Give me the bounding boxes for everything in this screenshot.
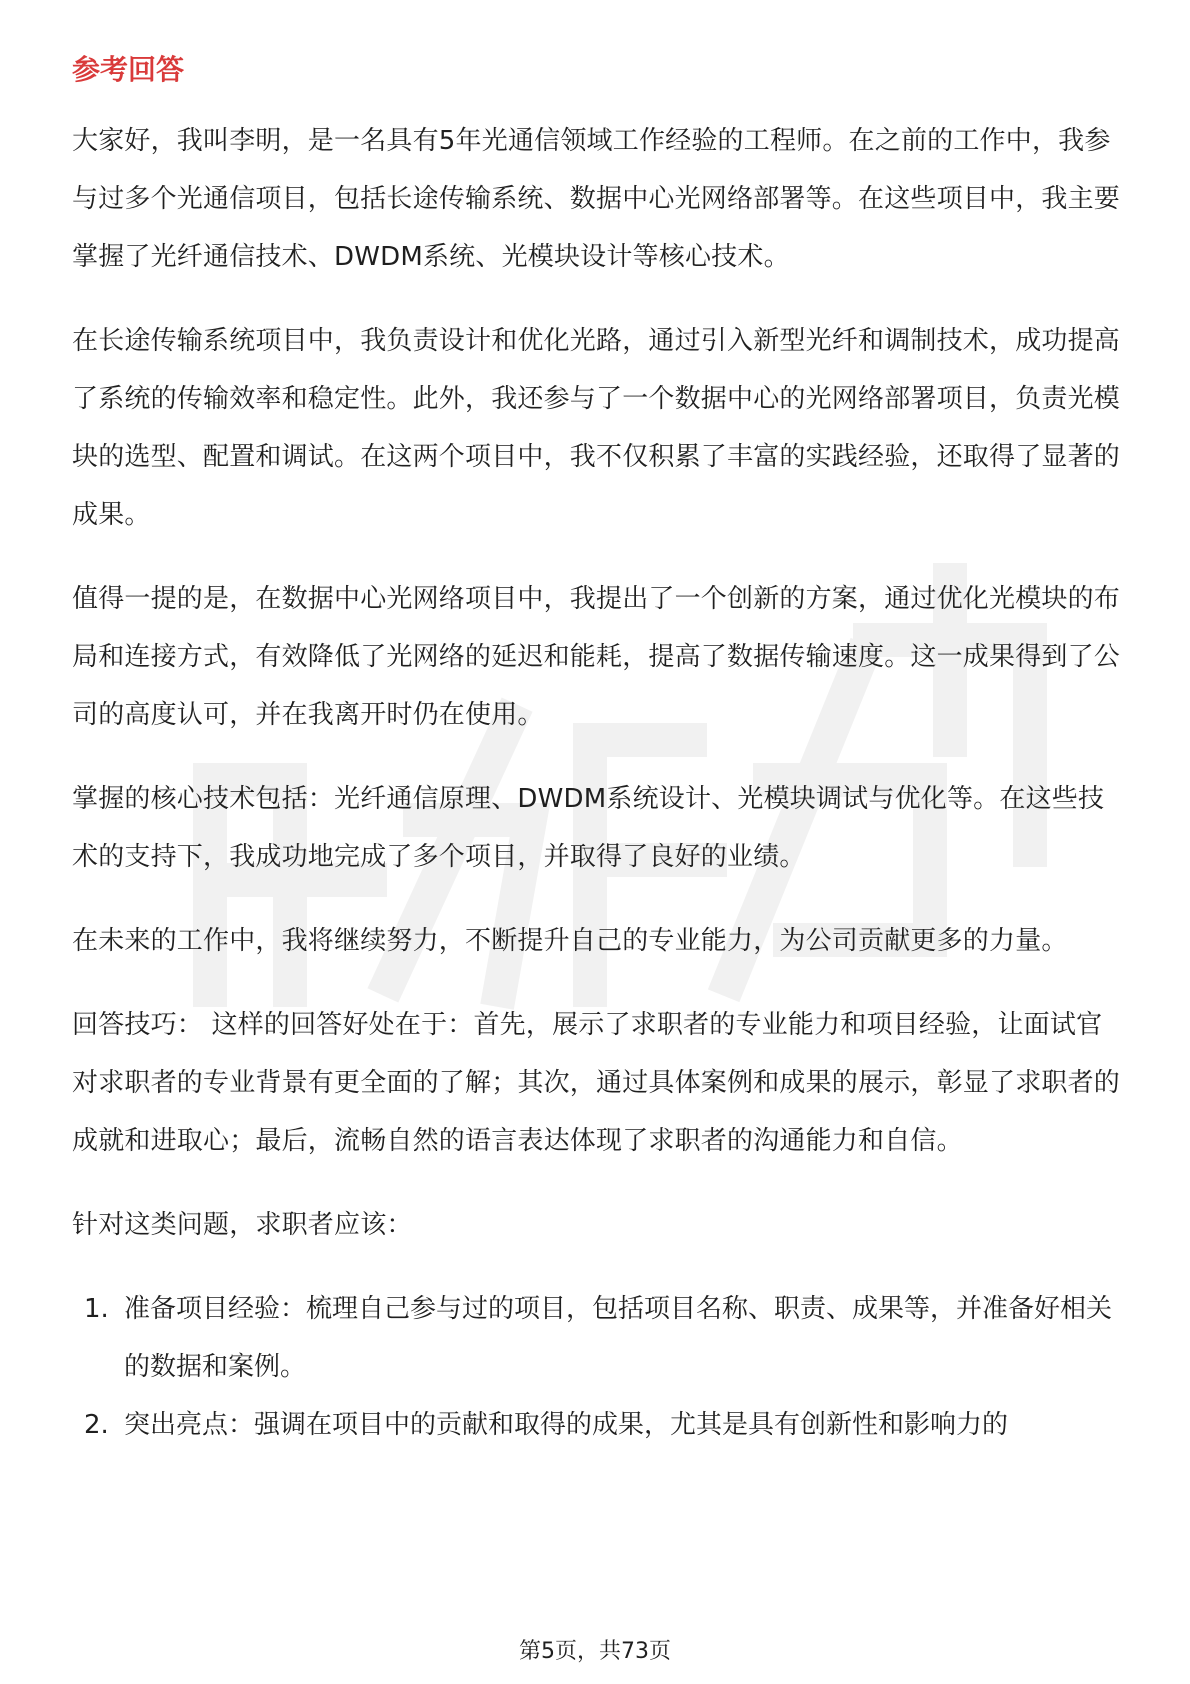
document-body	[72, 48, 1126, 1454]
list-item	[72, 1280, 1126, 1396]
paragraph-innovation: 值得一提的是，在数据中心光网络项目中，我提出了一个创新的方案，通过优化光模块的布局和连接方式，有效降低了光网络的延迟和能耗，提高了数据传输速度。这一成果得到了公司的高度认可，并在我离开时仍在使用。	[72, 584, 1121, 730]
advice-list	[72, 1280, 1126, 1454]
list-item-text: 准备项目经验：梳理自己参与过的项目，包括项目名称、职责、成果等，并准备好相关的数据和案例。	[124, 1294, 1113, 1382]
paragraph-intro: 大家好，我叫李明，是一名具有5年光通信领域工作经验的工程师。在之前的工作中，我参与过多个光通信项目，包括长途传输系统、数据中心光网络部署等。在这些项目中，我主要掌握了光纤通信技术、DWDM系统、光模块设计等核心技术。	[72, 126, 1121, 272]
paragraph-long-haul-project: 在长途传输系统项目中，我负责设计和优化光路，通过引入新型光纤和调制技术，成功提高了系统的传输效率和稳定性。此外，我还参与了一个数据中心的光网络部署项目，负责光模块的选型、配置和调试。在这两个项目中，我不仅积累了丰富的实践经验，还取得了显著的成果。	[72, 326, 1121, 530]
paragraph-answer-tips: 回答技巧： 这样的回答好处在于：首先，展示了求职者的专业能力和项目经验，让面试官对求职者的专业背景有更全面的了解；其次，通过具体案例和成果的展示，彰显了求职者的成就和进取心；最后，流畅自然的语言表达体现了求职者的沟通能力和自信。	[72, 1010, 1121, 1156]
section-heading: 参考回答	[72, 53, 185, 86]
list-item-number: 1.	[84, 1294, 109, 1324]
page-number-footer: 第5页，共73页	[519, 1639, 671, 1664]
list-item-text: 突出亮点：强调在项目中的贡献和取得的成果，尤其是具有创新性和影响力的	[124, 1410, 1009, 1440]
paragraph-future: 在未来的工作中，我将继续努力，不断提升自己的专业能力，为公司贡献更多的力量。	[72, 926, 1068, 956]
list-item	[72, 1396, 1126, 1454]
paragraph-advice-intro: 针对这类问题，求职者应该：	[72, 1210, 413, 1240]
list-item-number: 2.	[84, 1410, 109, 1440]
paragraph-core-skills: 掌握的核心技术包括：光纤通信原理、DWDM系统设计、光模块调试与优化等。在这些技术的支持下，我成功地完成了多个项目，并取得了良好的业绩。	[72, 784, 1105, 872]
